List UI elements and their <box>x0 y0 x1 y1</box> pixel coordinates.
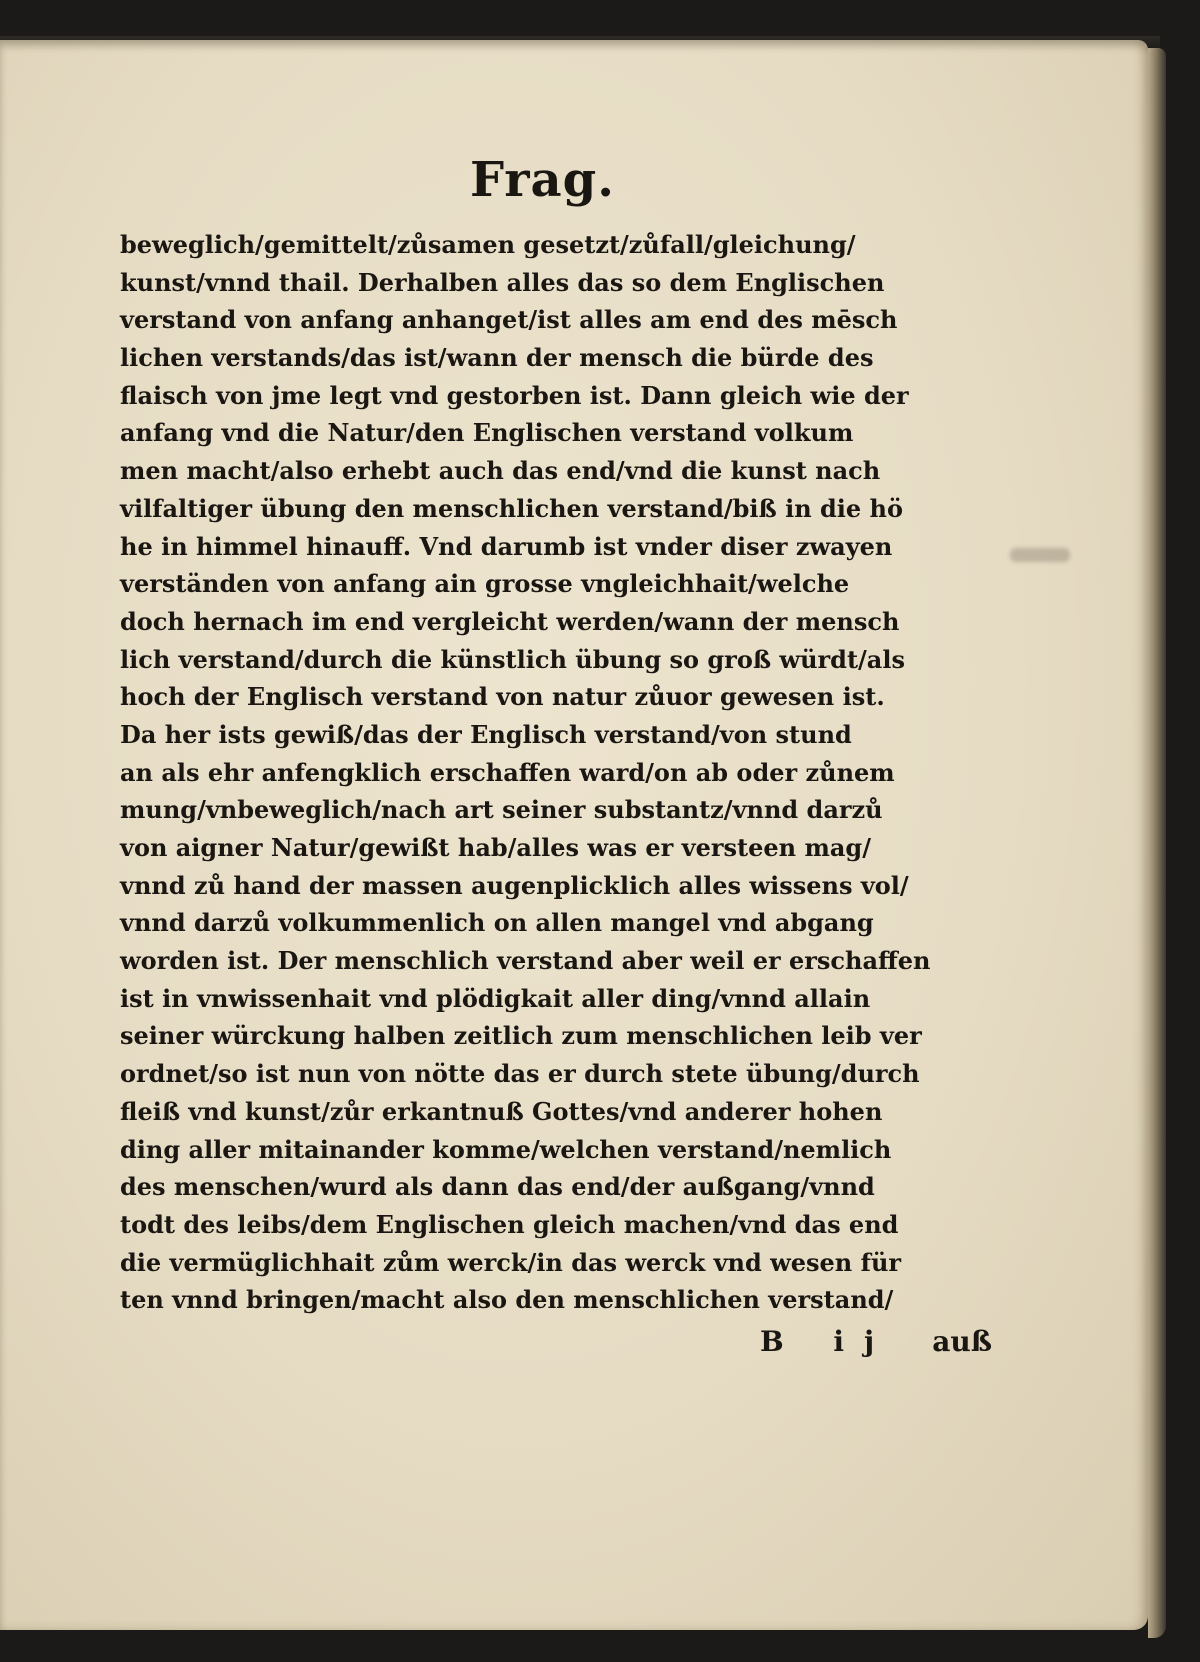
running-head: Frag. <box>470 152 615 208</box>
catchword: auß <box>932 1325 992 1358</box>
text-line: Da her ists gewiß/das der Englisch verstand/von stund <box>120 719 852 749</box>
text-line: lich verstand/durch die künstlich übung so groß würdt/als <box>120 644 905 674</box>
ink-bleed-mark <box>1010 548 1070 562</box>
text-line: hoch der Englisch verstand von natur zůuor gewesen ist. <box>120 682 885 712</box>
text-line: he in himmel hinauff. Vnd darumb ist vnder diser zwayen <box>120 531 893 561</box>
signature-mark: B ij <box>760 1325 895 1358</box>
text-line: des menschen/wurd als dann das end/der außgang/vnnd <box>120 1172 875 1202</box>
text-line: vnnd zů hand der massen augenplicklich alles wissens vol/ <box>120 870 909 900</box>
text-line: ten vnnd bringen/macht also den menschlichen verstand/ <box>120 1285 894 1315</box>
text-line: seiner würckung halben zeitlich zum menschlichen leib ver <box>120 1021 922 1051</box>
text-line: fleiß vnd kunst/zůr erkantnuß Gottes/vnd anderer hohen <box>120 1096 883 1126</box>
text-line: an als ehr anfengklich erschaffen ward/on ab oder zůnem <box>120 757 895 787</box>
text-line: anfang vnd die Natur/den Englischen verstand volkum <box>120 418 854 448</box>
text-line: doch hernach im end vergleicht werden/wann der mensch <box>120 606 900 636</box>
body-text <box>120 226 1000 1319</box>
text-line: lichen verstands/das ist/wann der mensch die bürde des <box>120 343 874 373</box>
text-line: todt des leibs/dem Englischen gleich machen/vnd das end <box>120 1209 899 1239</box>
text-line: vilfaltiger übung den menschlichen verstand/biß in die hö <box>120 493 903 523</box>
text-line: men macht/also erhebt auch das end/vnd die kunst nach <box>120 456 881 486</box>
text-line: die vermüglichhait zům werck/in das werck vnd wesen für <box>120 1247 902 1277</box>
text-line: verständen von anfang ain grosse vngleichhait/welche <box>120 569 850 599</box>
text-line: beweglich/gemittelt/zůsamen gesetzt/zůfall/gleichung/ <box>120 230 856 259</box>
text-line: von aigner Natur/gewißt hab/alles was er versteen mag/ <box>120 833 871 862</box>
text-line: worden ist. Der menschlich verstand aber weil er erschaffen <box>120 946 931 976</box>
text-line: kunst/vnnd thail. Derhalben alles das so dem Englischen <box>120 267 885 297</box>
text-line: ordnet/so ist nun von nötte das er durch stete übung/durch <box>120 1059 920 1089</box>
text-line: mung/vnbeweglich/nach art seiner substantz/vnnd darzů <box>120 795 883 825</box>
text-line: verstand von anfang anhanget/ist alles am end des mēsch <box>120 305 898 335</box>
page-footer <box>120 1322 1000 1362</box>
text-line: ding aller mitainander komme/welchen verstand/nemlich <box>120 1134 892 1164</box>
text-line: flaisch von jme legt vnd gestorben ist. Dann gleich wie der <box>120 380 909 410</box>
text-line: vnnd darzů volkummenlich on allen mangel vnd abgang <box>120 908 874 938</box>
page-edge <box>1148 48 1166 1638</box>
text-line: ist in vnwissenhait vnd plödigkait aller ding/vnnd allain <box>120 983 871 1013</box>
